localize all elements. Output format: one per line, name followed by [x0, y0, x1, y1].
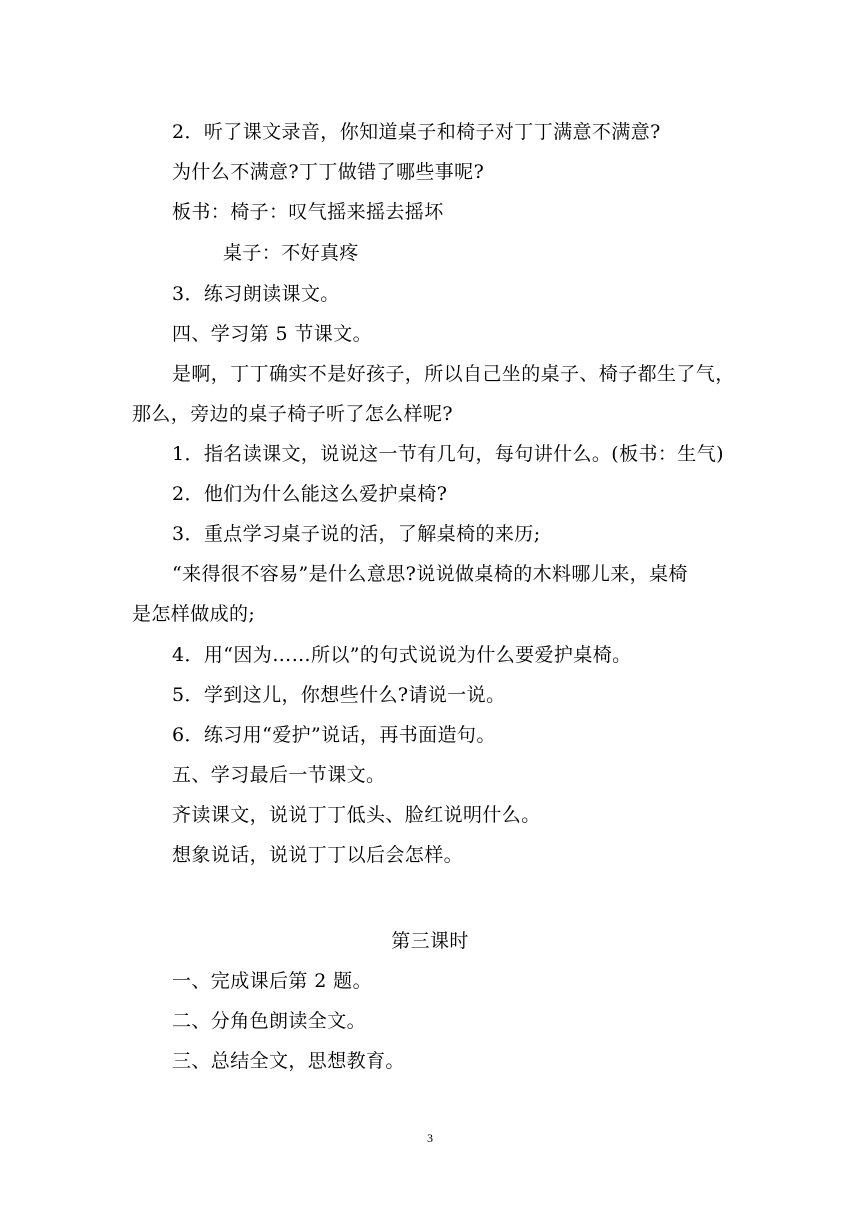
paragraph-line: 四、学习第 5 节课文。	[172, 323, 372, 345]
paragraph-line: 桌子：不好真疼	[223, 242, 359, 264]
paragraph-line: 五、学习最后一节课文。	[172, 764, 386, 786]
paragraph-line: 4．用“因为……所以”的句式说说为什么要爱护桌椅。	[172, 644, 632, 666]
paragraph-line: 6．练习用“爱护”说话，再书面造句。	[172, 724, 496, 746]
paragraph-line: 3．练习朗读课文。	[172, 283, 340, 305]
paragraph-line: 齐读课文，说说丁丁低头、脸红说明什么。	[172, 804, 541, 826]
paragraph-line: 是怎样做成的;	[132, 603, 256, 625]
section-line: 三、总结全文，思想教育。	[172, 1050, 405, 1072]
paragraph-line: “来得很不容易”是什么意思?说说做桌椅的木料哪儿来，桌椅	[172, 563, 688, 585]
paragraph-line: 为什么不满意?丁丁做错了哪些事呢?	[172, 161, 485, 183]
paragraph-line: 5．学到这儿，你想些什么?请说一说。	[172, 684, 506, 706]
paragraph-line: 板书：椅子：叹气摇来摇去摇坏	[172, 201, 444, 223]
paragraph-line: 2．听了课文录音，你知道桌子和椅子对丁丁满意不满意?	[172, 121, 661, 143]
section-line: 二、分角色朗读全文。	[172, 1010, 367, 1032]
paragraph-line: 是啊，丁丁确实不是好孩子，所以自己坐的桌子、椅子都生了气，	[172, 363, 735, 385]
paragraph-line: 那么，旁边的桌子椅子听了怎么样呢?	[132, 403, 453, 425]
section-line: 一、完成课后第 2 题。	[172, 970, 372, 992]
paragraph-line: 1．指名读课文，说说这一节有几句，每句讲什么。(板书：生气)	[172, 443, 724, 465]
paragraph-line: 想象说话，说说丁丁以后会怎样。	[172, 844, 464, 866]
paragraph-line: 3．重点学习桌子说的活，了解桌椅的来历;	[172, 523, 541, 545]
page-number: 3	[427, 1131, 433, 1145]
section-title: 第三课时	[391, 930, 469, 952]
paragraph-line: 2．他们为什么能这么爱护桌椅?	[172, 483, 448, 505]
